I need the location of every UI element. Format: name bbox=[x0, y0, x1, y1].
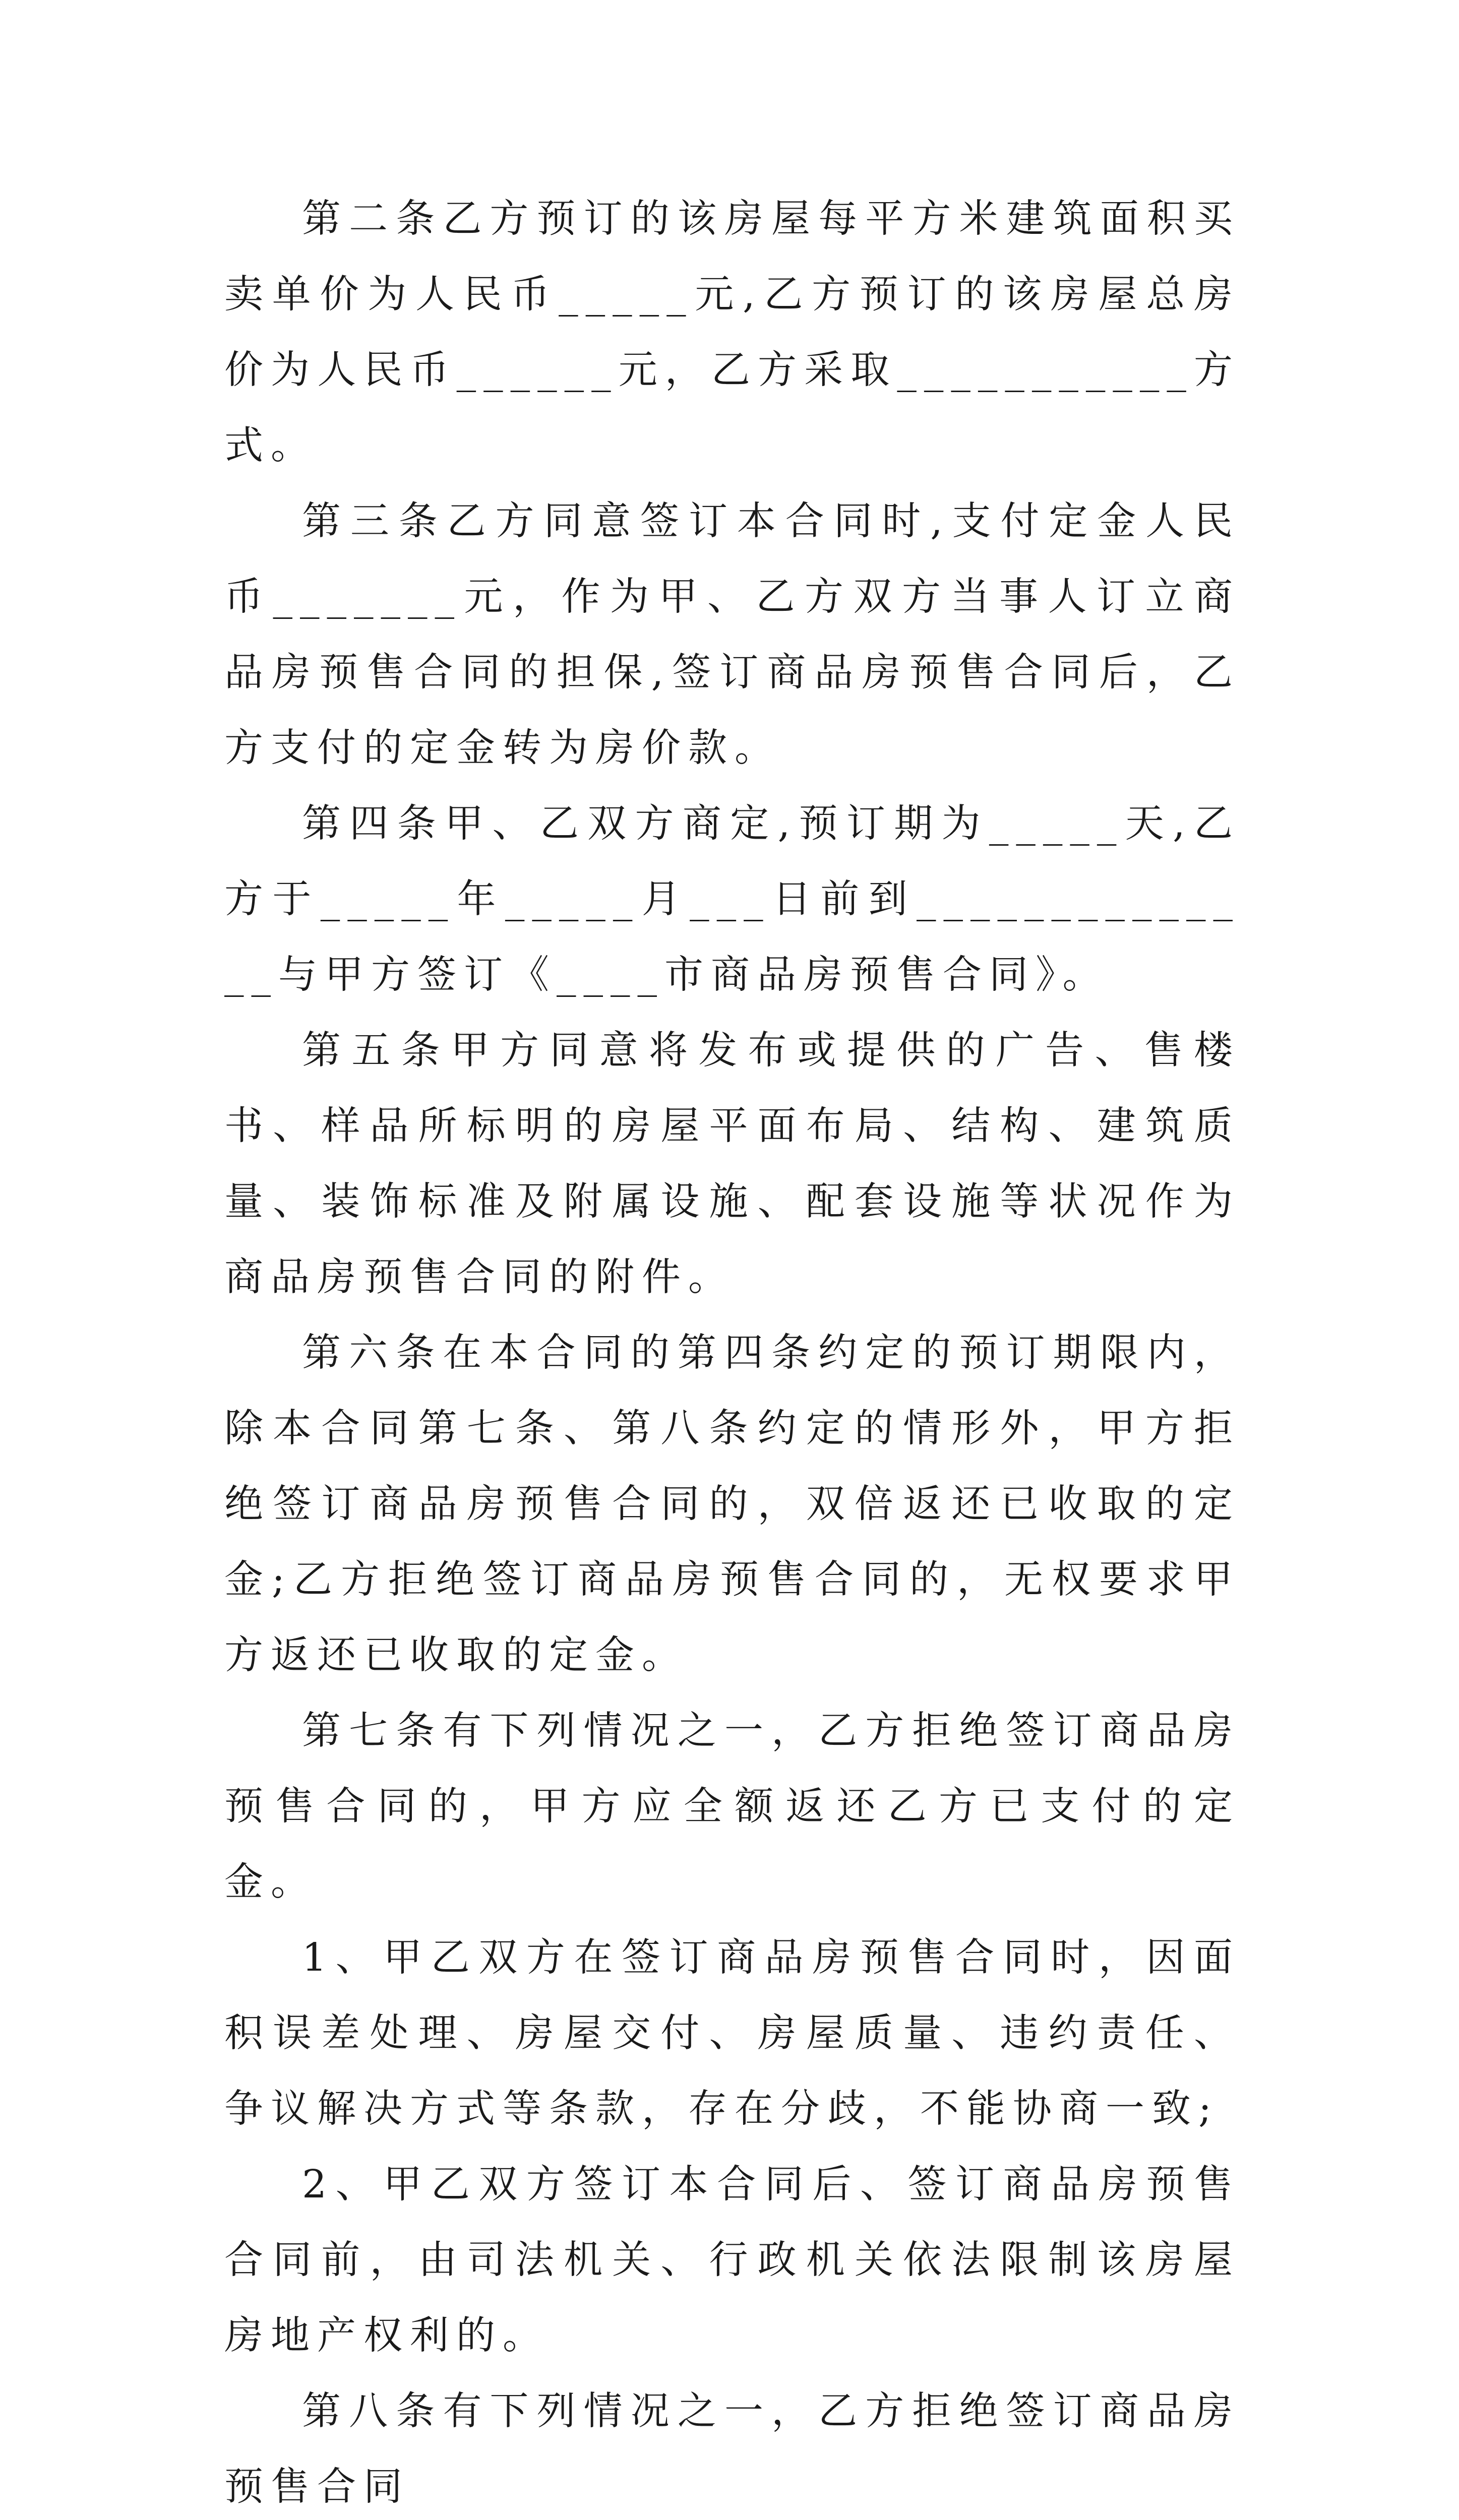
paragraph-article-8: 第八条有下列情况之一，乙方拒绝签订商品房预售合同 bbox=[224, 2389, 1240, 2509]
paragraph-article-5: 第五条甲方同意将发布或提供的广告、售楼书、样品所标明的房屋平面布局、结构、建筑质量、装饰标准及附属设施、配套设施等状况作为商品房预售合同的附件。 bbox=[224, 1028, 1240, 1300]
paragraph-article-7-item-1: 1、甲乙双方在签订商品房预售合同时，因面积误差处理、房屋交付、房屋质量、违约责任、争议解决方式等条款，存在分歧，不能协商一致; bbox=[224, 1935, 1240, 2131]
paragraph-article-7: 第七条有下列情况之一，乙方拒绝签订商品房预售合同的，甲方应全额返还乙方已支付的定金。 bbox=[224, 1709, 1240, 1905]
paragraph-article-2: 第二条乙方预订的该房屋每平方米建筑面积买卖单价为人民币_____元,乙方预订的该房屋总房价为人民币______元，乙方采取___________方式。 bbox=[224, 197, 1240, 468]
paragraph-article-6: 第六条在本合同的第四条约定的预订期限内，除本合同第七条、第八条约定的情形外，甲方拒绝签订商品房预售合同的，双倍返还已收取的定金;乙方拒绝签订商品房预售合同的，无权要求甲方返还已收取的定金。 bbox=[224, 1331, 1240, 1678]
paragraph-article-7-item-2: 2、甲乙双方签订本合同后、签订商品房预售合同前，由司法机关、行政机关依法限制该房屋房地产权利的。 bbox=[224, 2162, 1240, 2358]
paragraph-article-4: 第四条甲、乙双方商定,预订期为_____天,乙方于_____年_____月___日前到______________与甲方签订《____市商品房预售合同》。 bbox=[224, 801, 1240, 997]
paragraph-article-3: 第三条乙方同意签订本合同时,支付定金人民币_______元，作为甲、乙方双方当事人订立商品房预售合同的担保,签订商品房预售合同后，乙方支付的定金转为房价款。 bbox=[224, 499, 1240, 771]
contract-body bbox=[224, 181, 1240, 2520]
